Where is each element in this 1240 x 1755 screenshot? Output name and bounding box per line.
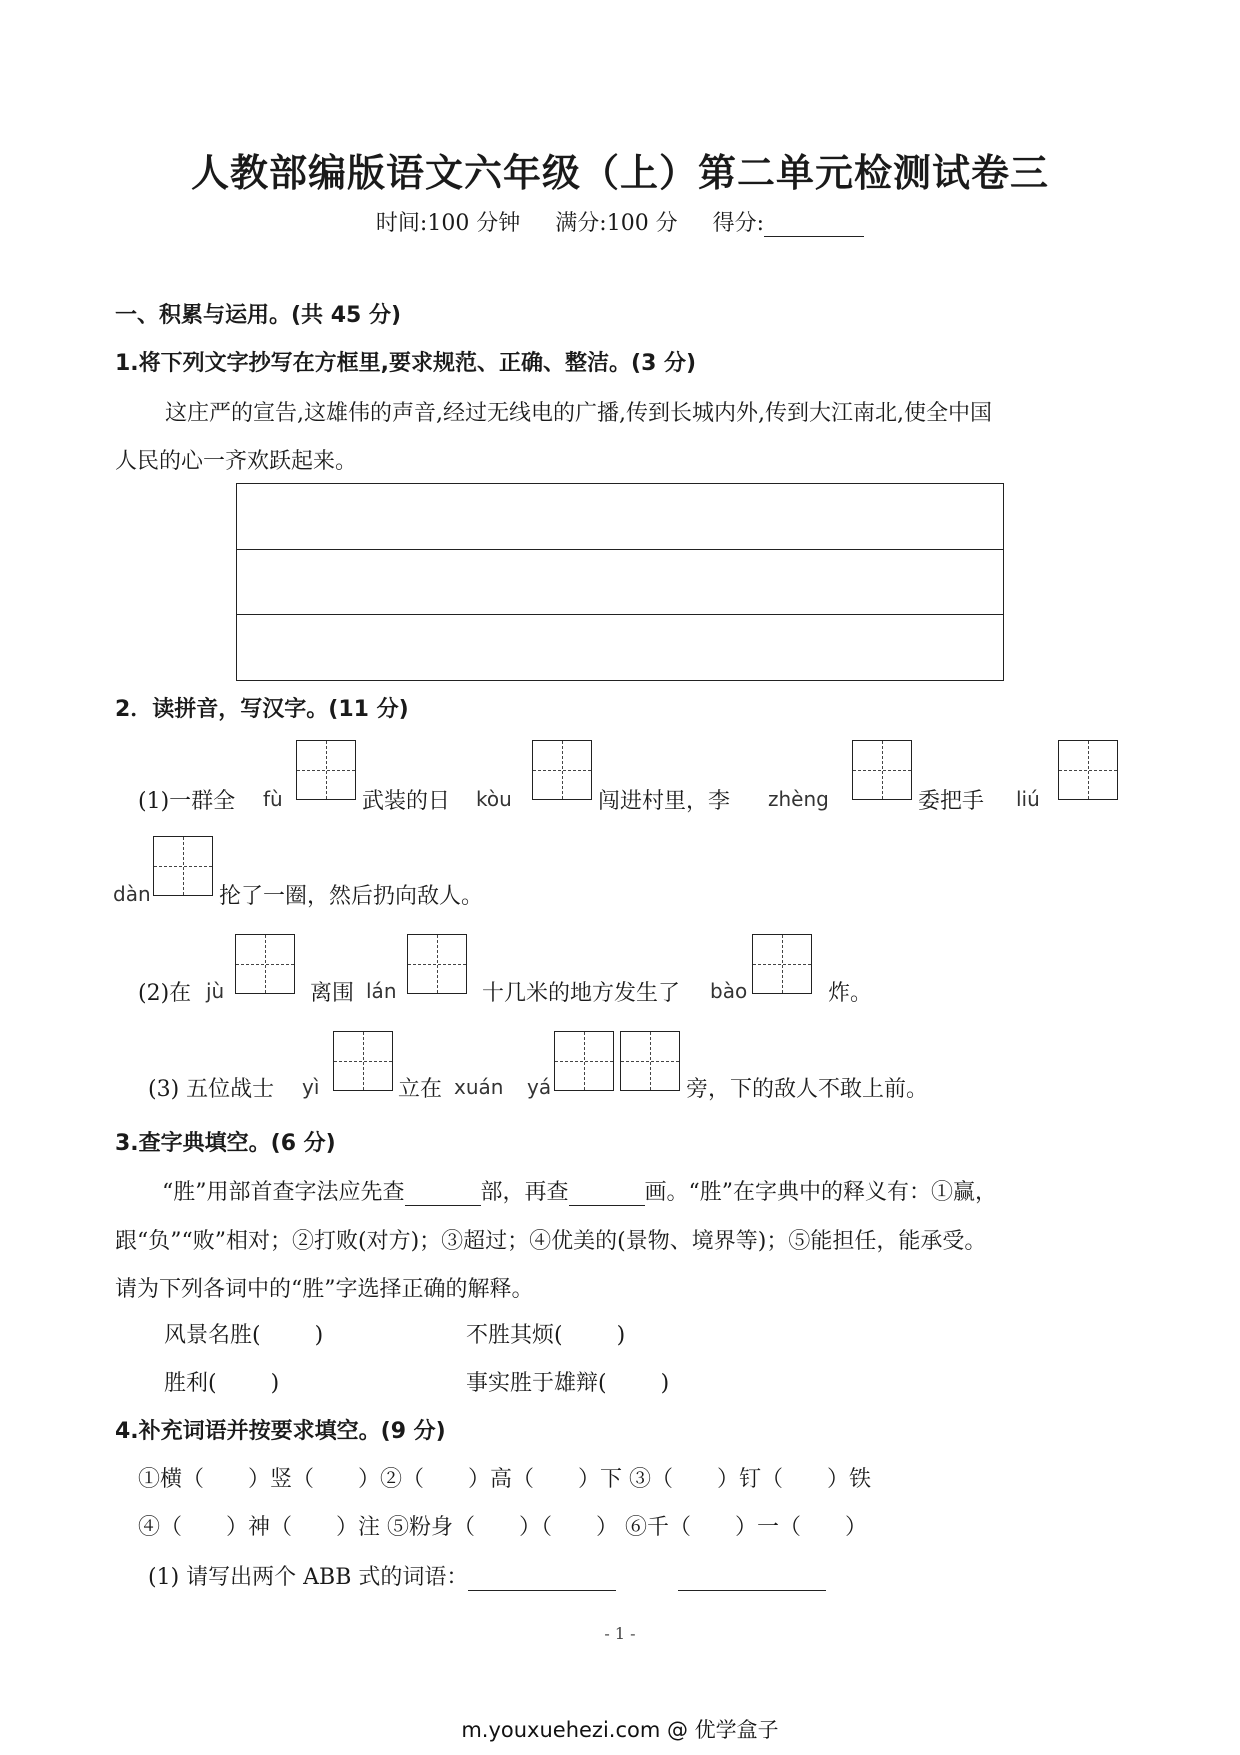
tianzige-box[interactable] — [333, 1031, 393, 1091]
q3-line1-b: 部，再查 — [480, 1180, 569, 1205]
page-title: 人教部编版语文六年级（上）第二单元检测试卷三 — [190, 151, 1049, 195]
q3-item: 事实胜于雄辩( ) — [466, 1371, 670, 1396]
q2-s1-text-a: (1)一群全 — [138, 789, 236, 814]
q2-heading: 2．读拼音，写汉字。(11 分) — [115, 697, 409, 722]
q3-item: 风景名胜( ) — [164, 1323, 324, 1348]
abb-word-blank-1[interactable] — [468, 1568, 616, 1591]
exam-meta — [0, 206, 1240, 237]
q2-s1-text-e: 抡了一圈，然后扔向敌人。 — [219, 884, 484, 909]
q2-s1-text-c: 闯进村里，李 — [598, 789, 731, 814]
q3-strokes-blank[interactable] — [569, 1183, 645, 1206]
abb-word-blank-2[interactable] — [678, 1568, 826, 1591]
q2-s3-pinyin-ya: yá — [527, 1075, 552, 1099]
q2-s1-text-d: 委把手 — [918, 789, 985, 814]
q2-s3-text-a: (3) 五位战士 — [148, 1077, 275, 1102]
tianzige-box[interactable] — [1058, 740, 1118, 800]
page-number: - 1 - — [604, 1624, 636, 1643]
q3-item: 不胜其烦( ) — [466, 1323, 626, 1348]
q2-s3-text-b: 立在 — [398, 1077, 443, 1102]
q2-s1-pinyin-dan: dàn — [113, 882, 151, 906]
tianzige-box[interactable] — [407, 934, 467, 994]
q2-s3-pinyin-yi: yì — [302, 1075, 320, 1099]
q2-s2-text-c: 十几米的地方发生了 — [482, 981, 681, 1006]
time-limit: 时间:100 分钟 — [375, 211, 521, 236]
q2-s2-pinyin-lan: lán — [366, 979, 397, 1003]
q4-heading: 4.补充词语并按要求填空。(9 分) — [115, 1419, 446, 1444]
q4-row2: ④（ ）神（ ）注 ⑤粉身（ ）（ ） ⑥千（ ）一（ ） — [138, 1515, 867, 1540]
section-heading: 一、积累与运用。(共 45 分) — [115, 303, 402, 328]
tianzige-box[interactable] — [752, 934, 812, 994]
q3-line1-a: “胜”用部首查字法应先查 — [162, 1180, 405, 1205]
tianzige-box[interactable] — [554, 1031, 614, 1091]
q2-s2-pinyin-ju: jù — [206, 979, 225, 1003]
copy-box-divider — [237, 614, 1003, 615]
q3-line1 — [162, 1175, 997, 1206]
q2-s2-text-d: 炸。 — [828, 981, 873, 1006]
q1-passage-line1: 这庄严的宣告,这雄伟的声音,经过无线电的广播,传到长城内外,传到大江南北,使全中国 — [165, 401, 992, 426]
copy-writing-box[interactable] — [236, 483, 1004, 681]
q3-item: 胜利( ) — [164, 1371, 280, 1396]
tianzige-box[interactable] — [235, 934, 295, 994]
q4-sub1: (1) 请写出两个 ABB 式的词语： — [148, 1560, 826, 1591]
q3-line2: 跟“负”“败”相对；②打败(对方)；③超过；④优美的(景物、境界等)；⑤能担任，能承受。 — [115, 1229, 987, 1254]
q2-s1-text-b: 武装的日 — [362, 789, 451, 814]
copy-box-divider — [237, 549, 1003, 550]
tianzige-box[interactable] — [296, 740, 356, 800]
q2-s1-pinyin-fu: fù — [263, 787, 283, 811]
tianzige-box[interactable] — [620, 1031, 680, 1091]
q2-s3-text-c: 旁，下的敌人不敢上前。 — [686, 1077, 929, 1102]
q2-s3-pinyin-xuan: xuán — [454, 1075, 504, 1099]
tianzige-box[interactable] — [532, 740, 592, 800]
q2-s2-text-a: (2)在 — [138, 981, 192, 1006]
site-watermark: m.youxuehezi.com @ 优学盒子 — [461, 1718, 779, 1742]
q1-heading: 1.将下列文字抄写在方框里,要求规范、正确、整洁。(3 分) — [115, 351, 697, 376]
q3-radical-blank[interactable] — [405, 1183, 481, 1206]
q2-s2-pinyin-bao: bào — [710, 979, 748, 1003]
score-label: 得分: — [712, 211, 765, 236]
tianzige-box[interactable] — [852, 740, 912, 800]
full-score: 满分:100 分 — [555, 211, 678, 236]
q3-heading: 3.查字典填空。(6 分) — [115, 1131, 336, 1156]
q2-s1-pinyin-zheng: zhèng — [768, 787, 829, 811]
score-blank[interactable] — [764, 216, 864, 237]
q1-passage-line2: 人民的心一齐欢跃起来。 — [115, 449, 358, 474]
q4-row1: ①横（ ）竖（ ）②（ ）高（ ）下 ③（ ）钉（ ）铁 — [138, 1467, 871, 1492]
q3-line1-c: 画。“胜”在字典中的释义有：①赢， — [644, 1180, 998, 1205]
tianzige-box[interactable] — [153, 836, 213, 896]
q2-s1-pinyin-kou: kòu — [476, 787, 512, 811]
q2-s1-pinyin-liu: liú — [1016, 787, 1040, 811]
q3-line3: 请为下列各词中的“胜”字选择正确的解释。 — [115, 1277, 534, 1302]
q2-s2-text-b: 离围 — [310, 981, 355, 1006]
